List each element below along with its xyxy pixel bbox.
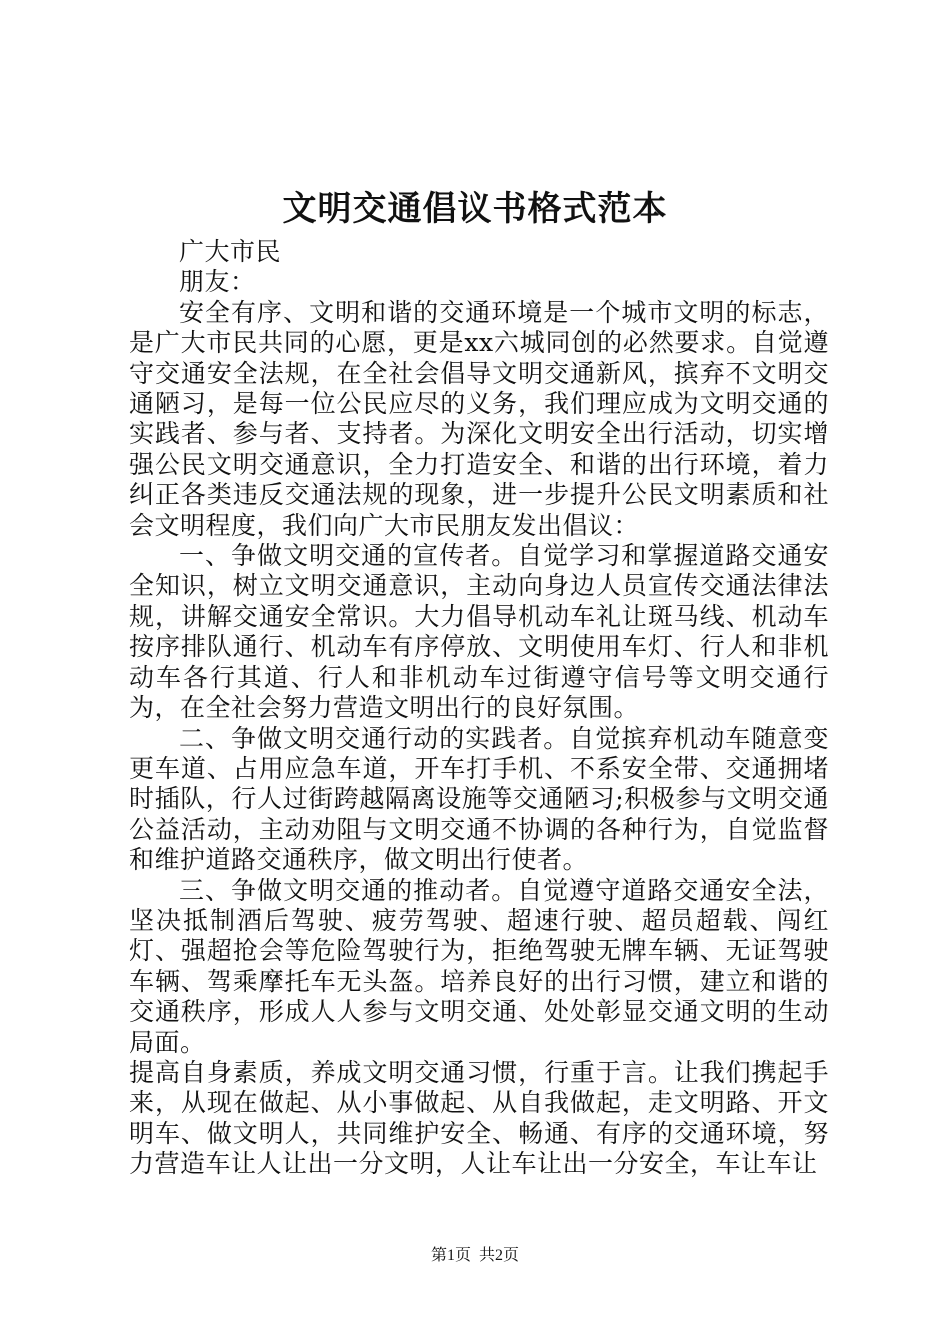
salutation-line-1: 广大市民 xyxy=(179,237,282,266)
paragraph-intro: 安全有序、文明和谐的交通环境是一个城市文明的标志，是广大市民共同的心愿，更是xx六城同创的必然要求。自觉遵守交通安全法规，在全社会倡导文明交通新风，摈弃不文明交通陋习，是每一位公民应尽的义务，我们理应成为文明交通的实践者、参与者、支持者。为深化文明安全出行活动，切实增强公民文明交通意识，全力打造安全、和谐的出行环境，着力纠正各类违反交通法规的现象，进一步提升公民文明素质和社会文明程度，我们向广大市民朋友发出倡议： xyxy=(129,297,829,540)
document-body xyxy=(129,237,829,1180)
salutation-line-2: 朋友： xyxy=(179,267,256,297)
paragraph-closing: 提高自身素质，养成文明交通习惯，行重于言。让我们携起手来，从现在做起、从小事做起、从自我做起，走文明路、开文明车、做文明人，共同维护安全、畅通、有序的交通环境，努力营造车让人让出一分文明，人让车让出一分安全，车让车让 xyxy=(129,1057,829,1179)
paragraph-item-3: 三、争做文明交通的推动者。自觉遵守道路交通安全法，坚决抵制酒后驾驶、疲劳驾驶、超速行驶、超员超载、闯红灯、强超抢会等危险驾驶行为，拒绝驾驶无牌车辆、无证驾驶车辆、驾乘摩托车无头盔。培养良好的出行习惯，建立和谐的交通秩序，形成人人参与文明交通、处处彰显交通文明的生动局面。 xyxy=(129,875,829,1057)
paragraph-item-1: 一、争做文明交通的宣传者。自觉学习和掌握道路交通安全知识，树立文明交通意识，主动向身边人员宣传交通法律法规，讲解交通安全常识。大力倡导机动车礼让斑马线、机动车按序排队通行、机动车有序停放、文明使用车灯、行人和非机动车各行其道、行人和非机动车过街遵守信号等文明交通行为，在全社会努力营造文明出行的良好氛围。 xyxy=(129,541,829,723)
document-title: 文明交通倡议书格式范本 xyxy=(282,189,668,229)
paragraph-item-2: 二、争做文明交通行动的实践者。自觉摈弃机动车随意变更车道、占用应急车道，开车打手机、不系安全带、交通拥堵时插队，行人过街跨越隔离设施等交通陋习;积极参与文明交通公益活动，主动劝阻与文明交通不协调的各种行为，自觉监督和维护道路交通秩序，做文明出行使者。 xyxy=(129,723,829,875)
page-footer xyxy=(0,1246,950,1266)
page-number-label: 第1页 共2页 xyxy=(430,1247,519,1264)
